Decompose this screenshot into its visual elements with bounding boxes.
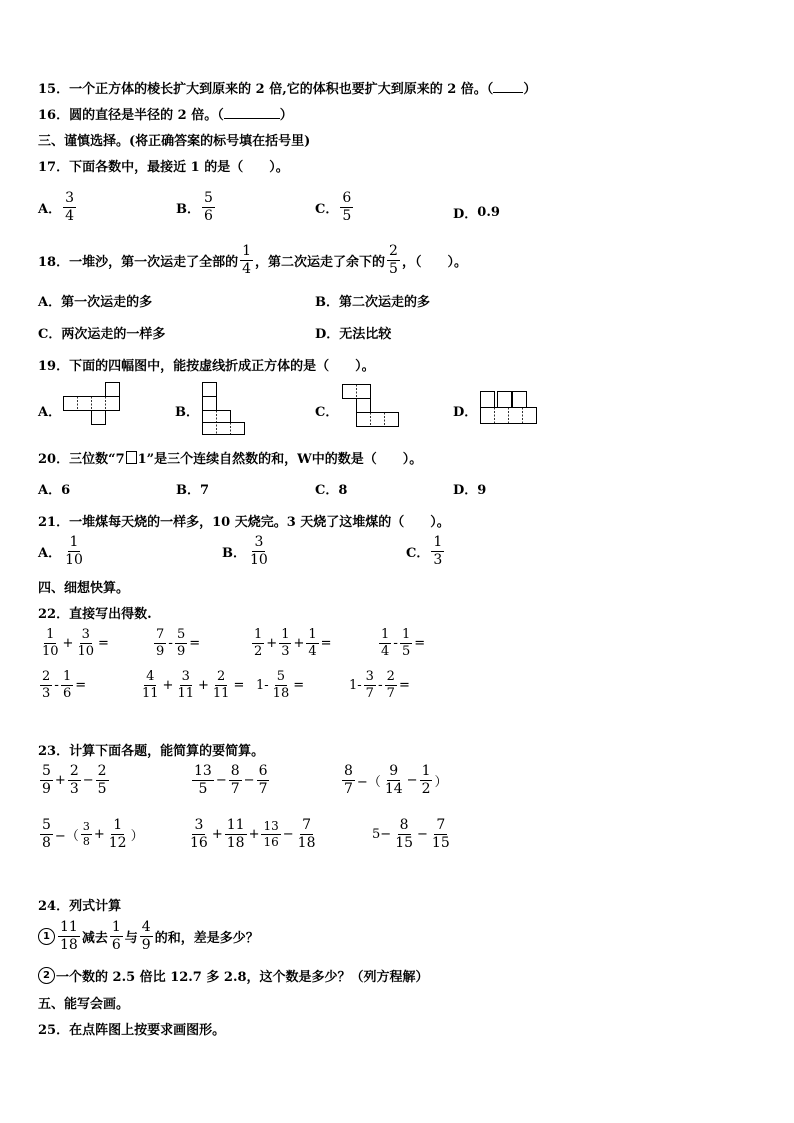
expression: $\frac{1}{10}$ + $\frac{3}{10}$ = bbox=[42, 627, 109, 659]
answer-blank[interactable] bbox=[224, 118, 280, 119]
expression: 1- $\frac{3}{7}$ - $\frac{2}{7}$ = bbox=[349, 669, 410, 701]
circled-number: 1 bbox=[38, 928, 55, 945]
fraction: $\frac{6}{5}$ bbox=[342, 190, 352, 224]
circled-number: 2 bbox=[38, 967, 55, 984]
question-24: 24．列式计算 bbox=[38, 899, 122, 914]
question-15: 15．一个正方体的棱长扩大到原来的 2 倍,它的体积也要扩大到原来的 2 倍。（ ） bbox=[38, 82, 537, 97]
expression: $\frac{8}{7}$ −（ $\frac{9}{14}$ − $\frac{1}{2}$ ） bbox=[344, 763, 448, 797]
expression: $\frac{13}{5}$ − $\frac{8}{7}$ − $\frac{6}{7}$ bbox=[194, 763, 268, 797]
fraction: $\frac{3}{4}$ bbox=[65, 190, 75, 224]
section-4-heading: 四、细想快算。 bbox=[38, 581, 130, 596]
option-b[interactable]: B．7 bbox=[176, 483, 210, 498]
expression: $\frac{5}{9}$ + $\frac{2}{3}$ − $\frac{2}{5}$ bbox=[42, 763, 107, 797]
option-a-label[interactable]: A． bbox=[38, 405, 62, 420]
cube-net-c bbox=[341, 383, 401, 429]
blank-square bbox=[126, 451, 137, 464]
expression: $\frac{3}{16}$ + $\frac{11}{18}$ + $\frac{13}{16}$ − $\frac{7}{18}$ bbox=[190, 817, 316, 851]
expression: $\frac{5}{8}$ −（ $\frac{3}{8}$ + $\frac{1}{12}$ ） bbox=[42, 817, 144, 851]
option-a[interactable]: A． $\frac{3}{4}$ bbox=[38, 190, 75, 224]
question-18: 18．一堆沙，第一次运走了全部的 $\frac{1}{4}$ ，第二次运走了余下的 $\frac{2}{5}$ ，（ ）。 bbox=[38, 243, 467, 277]
expression: $\frac{1}{2}$ + $\frac{1}{3}$ + $\frac{1}{4}$ = bbox=[254, 627, 332, 659]
answer-blank[interactable] bbox=[493, 92, 523, 93]
fraction: $\frac{1}{4}$ bbox=[242, 243, 252, 277]
option-c[interactable]: C．8 bbox=[315, 483, 348, 498]
option-b[interactable]: B． $\frac{5}{6}$ bbox=[176, 190, 213, 224]
fraction: $\frac{5}{6}$ bbox=[204, 190, 213, 224]
question-21: 21．一堆煤每天烧的一样多，10 天烧完。3 天烧了这堆煤的（ ）。 bbox=[38, 515, 450, 530]
option-b[interactable]: B．第二次运走的多 bbox=[315, 295, 430, 310]
option-d[interactable]: D．无法比较 bbox=[315, 327, 392, 342]
expression: $\frac{4}{11}$ + $\frac{3}{11}$ + $\frac{2}{11}$ = bbox=[142, 669, 245, 701]
option-d-label[interactable]: D． bbox=[453, 405, 478, 420]
question-17: 17．下面各数中，最接近 1 的是（ ）。 bbox=[38, 160, 289, 175]
option-a[interactable]: A．第一次运走的多 bbox=[38, 295, 153, 310]
question-19: 19．下面的四幅图中，能按虚线折成正方体的是（ ）。 bbox=[38, 359, 375, 374]
cube-net-a bbox=[62, 381, 122, 431]
question-20: 20．三位数“7 1”是三个连续自然数的和，W中的数是（ ）。 bbox=[38, 452, 423, 467]
expression: $\frac{2}{3}$ - $\frac{1}{6}$ = bbox=[42, 669, 87, 701]
question-23: 23．计算下面各题，能简算的要简算。 bbox=[38, 744, 265, 759]
section-3-heading: 三、谨慎选择。(将正确答案的标号填在括号里) bbox=[38, 134, 311, 149]
fraction: $\frac{1}{10}$ bbox=[65, 534, 83, 568]
option-b[interactable]: B． $\frac{3}{10}$ bbox=[222, 534, 268, 568]
section-5-heading: 五、能写会画。 bbox=[38, 997, 130, 1012]
option-d[interactable]: D．9 bbox=[453, 483, 487, 498]
question-24-part-1: 1 $\frac{11}{18}$ 减去 $\frac{1}{6}$ 与 $\frac{4}{9}$ 的和，差是多少？ bbox=[38, 920, 259, 952]
option-c[interactable]: C． $\frac{6}{5}$ bbox=[315, 190, 352, 224]
option-d[interactable]: D． 0.9 bbox=[453, 205, 500, 222]
expression: 5 − $\frac{8}{15}$ − $\frac{7}{15}$ bbox=[372, 817, 450, 851]
cube-net-b bbox=[201, 381, 247, 437]
expression: $\frac{7}{9}$ - $\frac{5}{9}$ = bbox=[156, 627, 201, 659]
fraction: $\frac{1}{3}$ bbox=[433, 534, 443, 568]
cube-net-d bbox=[479, 389, 539, 425]
fraction: $\frac{3}{10}$ bbox=[250, 534, 268, 568]
question-24-part-2: 2 一个数的 2.5 倍比 12.7 多 2.8，这个数是多少？（列方程解） bbox=[38, 966, 429, 985]
fraction: $\frac{2}{5}$ bbox=[389, 243, 398, 277]
option-b-label[interactable]: B． bbox=[175, 405, 199, 420]
question-25: 25．在点阵图上按要求画图形。 bbox=[38, 1023, 226, 1038]
question-16: 16．圆的直径是半径的 2 倍。（ ） bbox=[38, 108, 293, 123]
expression: $\frac{1}{4}$ - $\frac{1}{5}$ = bbox=[381, 627, 426, 659]
option-a[interactable]: A．6 bbox=[38, 483, 71, 498]
expression: 1- $\frac{5}{18}$ = bbox=[256, 669, 305, 701]
option-c[interactable]: C． $\frac{1}{3}$ bbox=[406, 534, 443, 568]
option-a[interactable]: A． $\frac{1}{10}$ bbox=[38, 534, 83, 568]
question-22: 22．直接写出得数. bbox=[38, 607, 152, 622]
option-c-label[interactable]: C． bbox=[315, 405, 339, 420]
option-c[interactable]: C．两次运走的一样多 bbox=[38, 327, 166, 342]
